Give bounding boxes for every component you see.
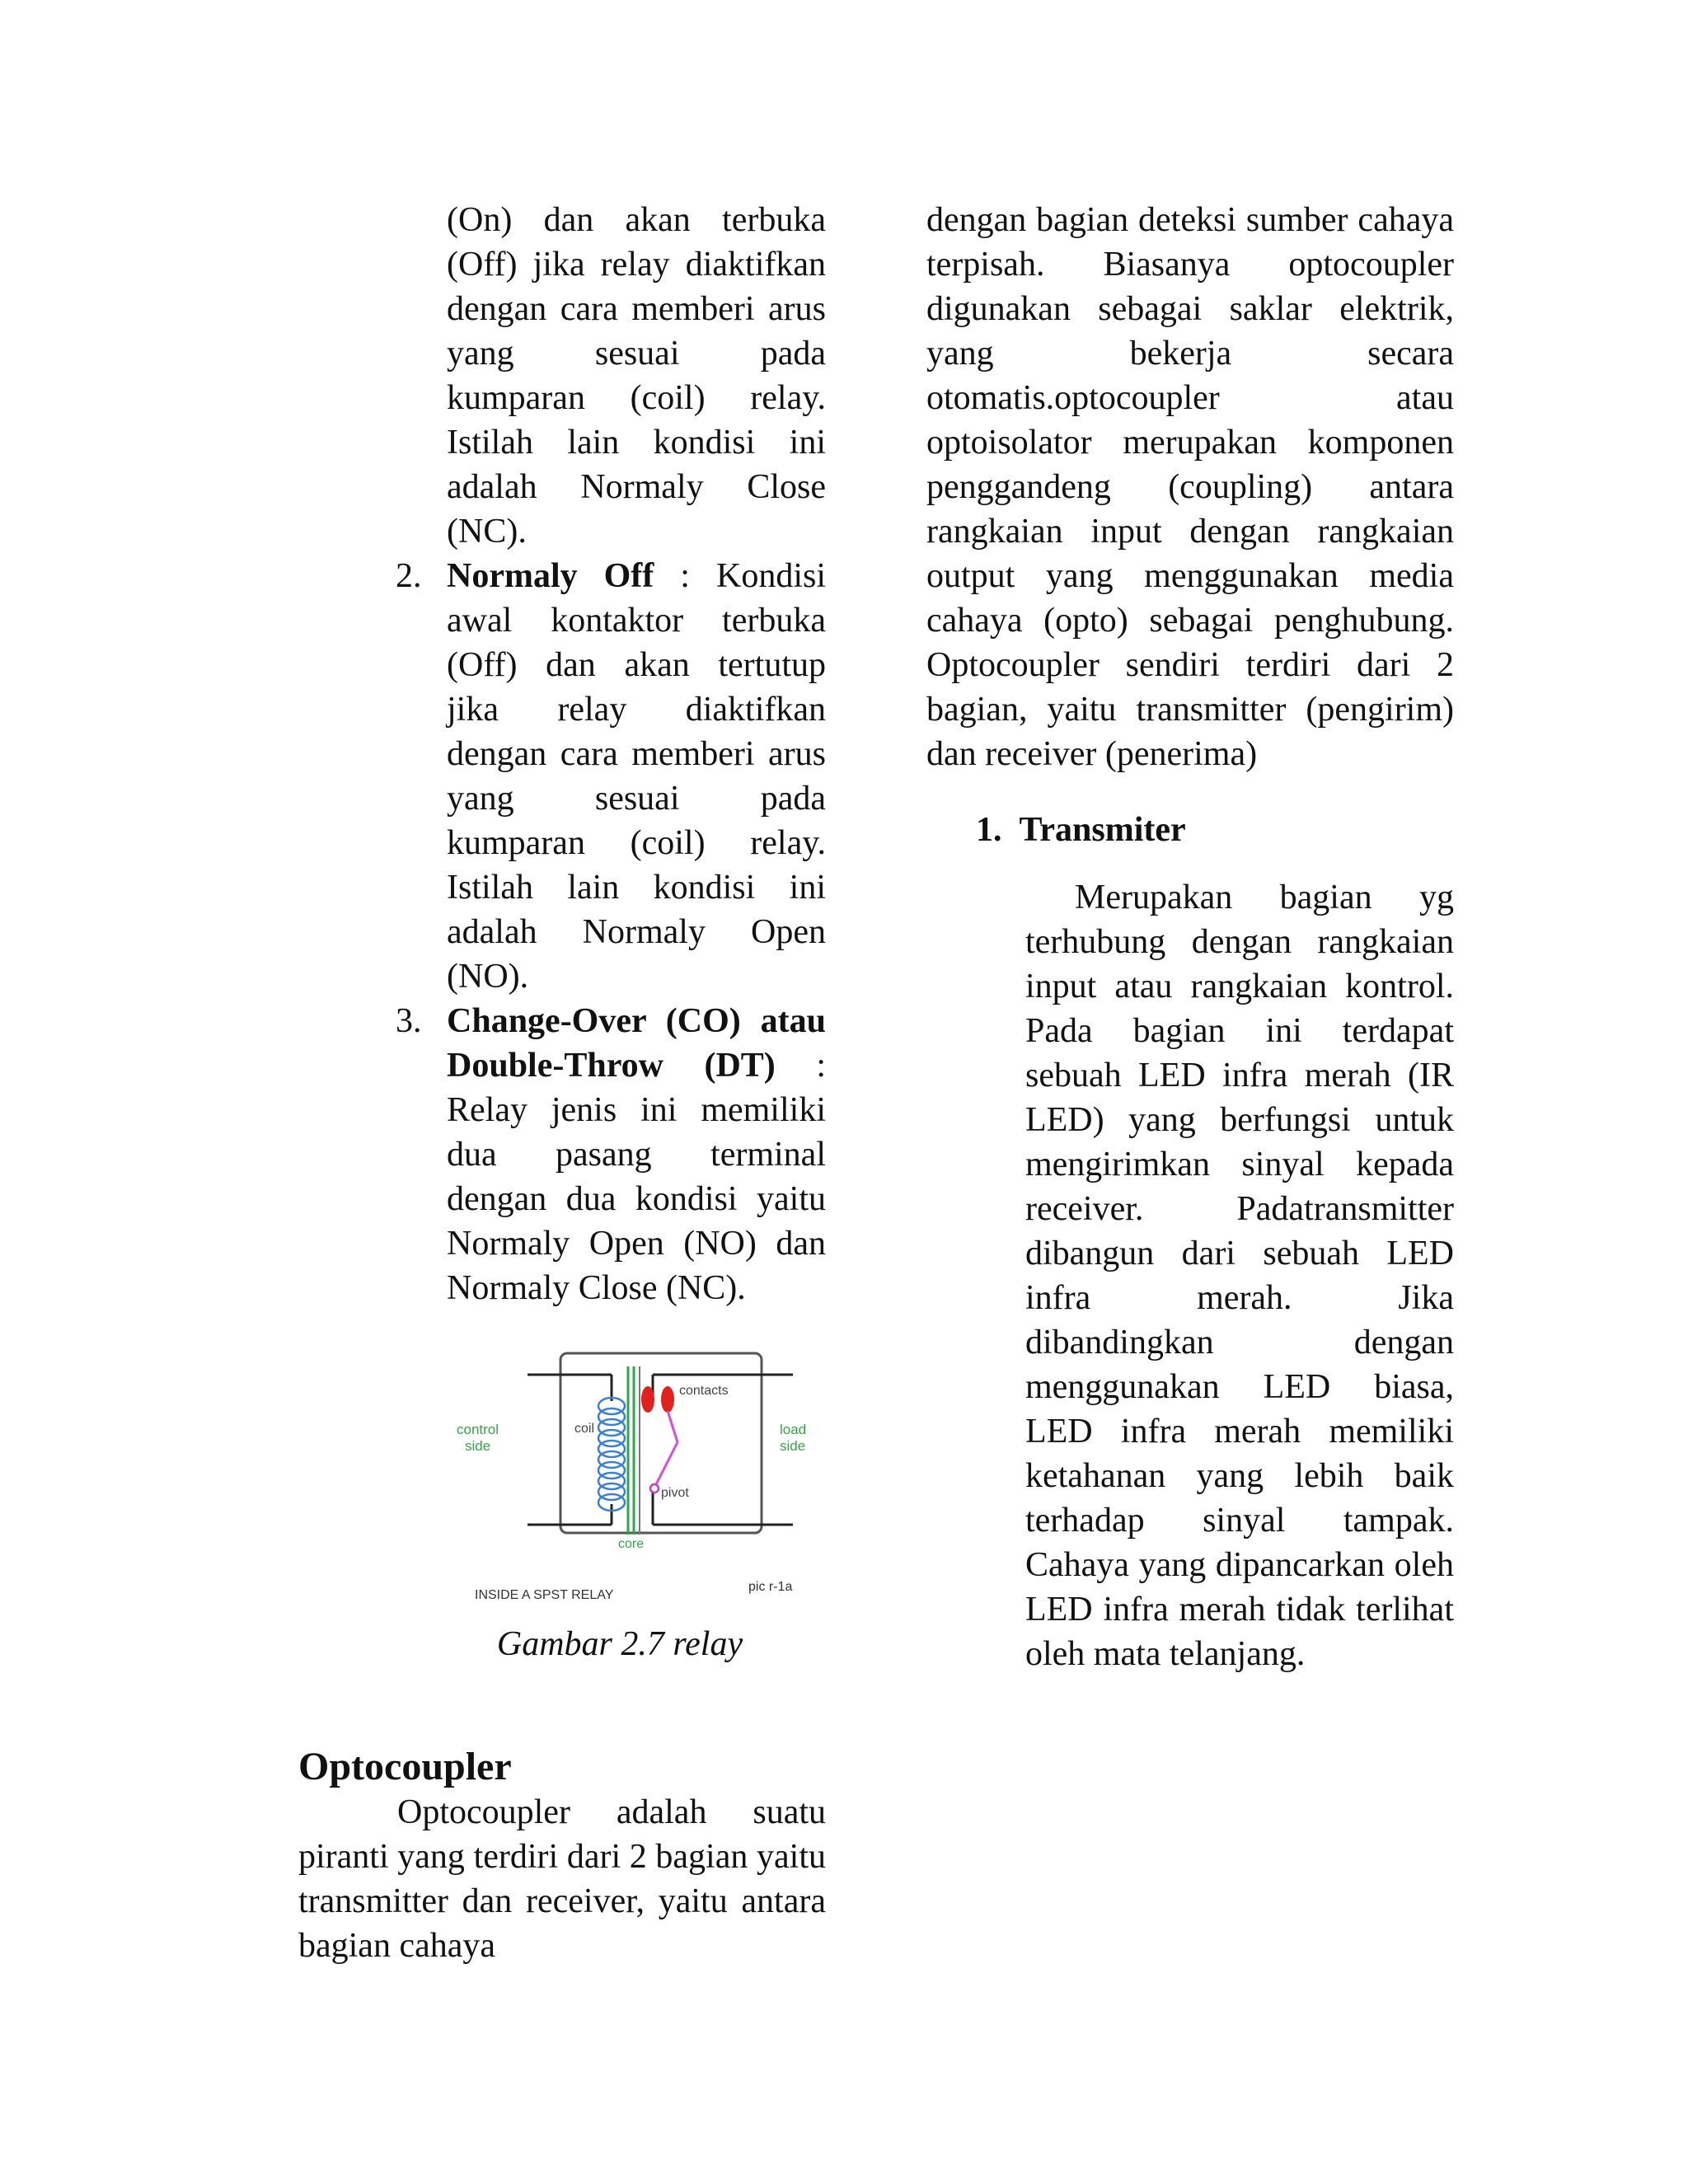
relay-figure xyxy=(298,1352,826,1622)
contact-fixed xyxy=(641,1386,654,1413)
list-item-separator: : xyxy=(775,1047,827,1085)
relay-housing xyxy=(560,1353,762,1533)
list-item-text: Relay jenis ini memiliki dua pasang terminal dengan dua kondisi yaitu Normaly Open (NO) dan Normaly Close (NC). xyxy=(447,1091,826,1307)
optocoupler-paragraph: Optocoupler adalah suatu piranti yang terdiri dari 2 bagian yaitu transmitter dan receiver, yaitu antara bagian cahaya xyxy=(298,1793,826,1965)
list-item-title: Change-Over (CO) atau Double-Throw (DT) xyxy=(447,1002,826,1085)
load-label: load xyxy=(780,1422,807,1437)
section-heading-optocoupler: Optocoupler xyxy=(298,1744,512,1788)
list-item-separator: : xyxy=(654,557,716,595)
subsection-title: Transmiter xyxy=(1019,811,1186,849)
list-item-title: Normaly Off xyxy=(447,557,654,595)
core-label: core xyxy=(618,1537,645,1551)
figure-caption: Gambar 2.7 relay xyxy=(496,1625,743,1663)
armature xyxy=(668,1411,678,1442)
coil xyxy=(598,1398,625,1511)
list-item xyxy=(298,554,826,999)
list-item-1-continuation: (On) dan akan terbuka (Off) jika relay diaktifkan dengan cara memberi arus yang sesuai pada kumparan (coil) relay. Istilah lain kondisi ini adalah Normaly Close (NC). xyxy=(447,201,826,551)
pic-id-label: pic r-1a xyxy=(748,1580,793,1594)
list-number: 2. xyxy=(396,557,422,595)
subsection-number: 1. xyxy=(976,811,1002,849)
list-item xyxy=(298,999,826,1310)
armature xyxy=(654,1442,678,1488)
left-column xyxy=(298,198,826,1666)
contact-moving xyxy=(661,1386,674,1413)
pivot-point xyxy=(650,1484,659,1493)
load-label-2: side xyxy=(780,1438,806,1454)
control-label: control xyxy=(457,1422,499,1437)
relay-diagram xyxy=(298,1352,826,1622)
figure-title-label: INSIDE A SPST RELAY xyxy=(475,1588,614,1602)
optocoupler-paragraph-continued: dengan bagian deteksi sumber cahaya terpisah. Biasanya optocoupler digunakan sebagai saklar elektrik, yang bekerja secara otomatis.optocoupler atau optoisolator merupakan komponen penggandeng (coupling) antara rangkaian input dengan rangkaian output yang menggunakan media cahaya (opto) sebagai penghubung. Optocoupler sendiri terdiri dari 2 bagian, yaitu transmitter (pengirim) dan receiver (penerima) xyxy=(926,201,1454,773)
contacts-label: contacts xyxy=(679,1384,729,1398)
list-number: 3. xyxy=(396,1002,422,1040)
list-item-text: Kondisi awal kontaktor terbuka (Off) dan akan tertutup jika relay diaktifkan dengan cara memberi arus yang sesuai pada kumparan (coil) relay. Istilah lain kondisi ini adalah Normaly Open (NO). xyxy=(447,557,826,996)
relay-conditions-list xyxy=(298,554,826,1310)
right-column xyxy=(926,198,1454,1676)
control-label-2: side xyxy=(465,1438,491,1454)
subsection-heading-transmiter xyxy=(926,808,1454,852)
coil-label: coil xyxy=(574,1422,595,1436)
pivot-label: pivot xyxy=(661,1486,689,1500)
transmiter-paragraph: Merupakan bagian yg terhubung dengan rangkaian input atau rangkaian kontrol. Pada bagian ini terdapat sebuah LED infra merah (IR LED) yang berfungsi untuk mengirimkan sinyal kepada receiver. Padatransmitter dibangun dari sebuah LED infra merah. Jika dibandingkan dengan menggunakan LED biasa, LED infra merah memiliki ketahanan yang lebih baik terhadap sinyal tampak. Cahaya yang dipancarkan oleh LED infra merah tidak terlihat oleh mata telanjang. xyxy=(1025,879,1454,1673)
